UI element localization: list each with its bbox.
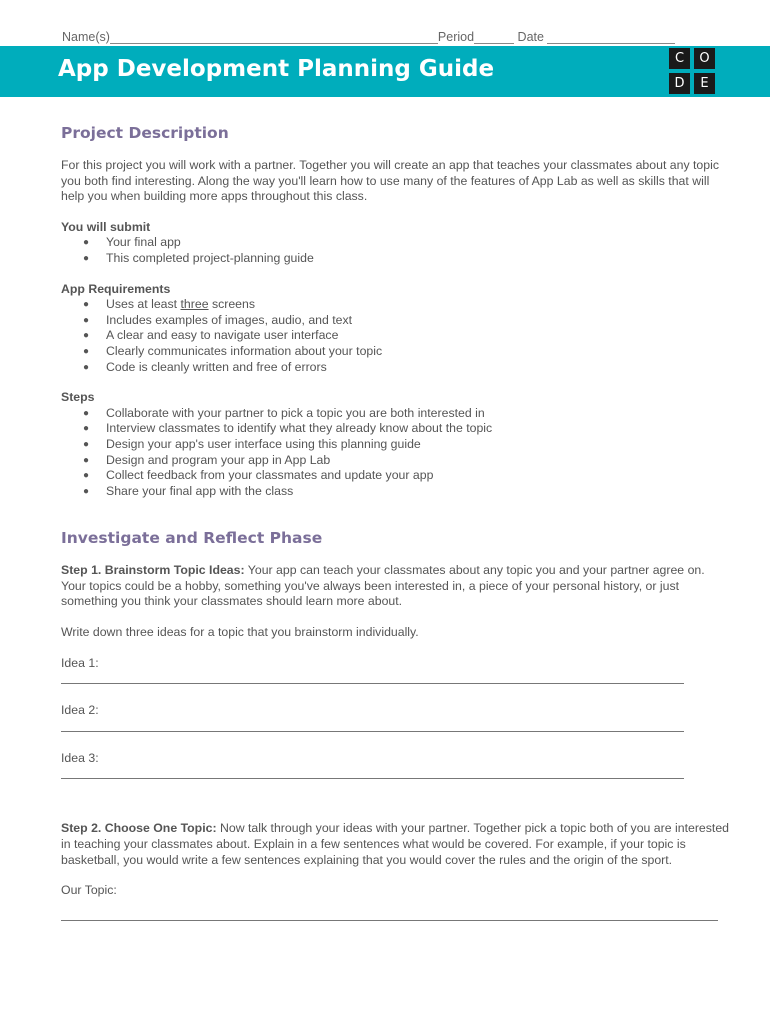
step1-label: Step 1. Brainstorm Topic Ideas: bbox=[61, 563, 245, 578]
step2-paragraph bbox=[61, 821, 731, 868]
list-item: ● Collaborate with your partner to pick a topic you are both interested in bbox=[61, 406, 731, 422]
logo-letter: E bbox=[694, 73, 715, 94]
logo-letter: C bbox=[669, 48, 690, 69]
document-body bbox=[61, 122, 731, 921]
list-item: ● Includes examples of images, audio, and text bbox=[61, 313, 731, 329]
step1-paragraph bbox=[61, 563, 731, 610]
submit-heading: You will submit bbox=[61, 219, 151, 234]
list-item: ● Share your final app with the class bbox=[61, 484, 731, 500]
steps-list bbox=[61, 406, 731, 500]
code-logo bbox=[669, 48, 717, 96]
logo-letter: O bbox=[694, 48, 715, 69]
logo-letter: D bbox=[669, 73, 690, 94]
idea-3-answer-line[interactable] bbox=[61, 770, 684, 779]
req-suffix: screens bbox=[208, 297, 256, 312]
names-label: Name(s) bbox=[62, 30, 110, 44]
title-banner bbox=[0, 46, 770, 97]
idea-label: Idea 3: bbox=[61, 750, 99, 765]
req-prefix: Uses at least bbox=[106, 297, 181, 312]
idea-2-answer-line[interactable] bbox=[61, 723, 684, 732]
req-underlined: three bbox=[180, 297, 209, 312]
project-intro: For this project you will work with a partner. Together you will create an app that teaches your classmates about any topic you both find interesting. Along the way you'll learn how to use many of the features of App Lab as well as skills that will help you when building more apps throughout this class. bbox=[61, 158, 719, 204]
step2-label: Step 2. Choose One Topic: bbox=[61, 821, 217, 836]
list-item: ● Your final app bbox=[61, 235, 731, 251]
names-blank[interactable] bbox=[110, 31, 438, 44]
list-item: ● Clearly communicates information about your topic bbox=[61, 344, 731, 360]
requirements-heading: App Requirements bbox=[61, 281, 171, 296]
ideas-prompt: Write down three ideas for a topic that you brainstorm individually. bbox=[61, 625, 419, 640]
steps-heading: Steps bbox=[61, 390, 95, 405]
topic-answer-line[interactable] bbox=[61, 912, 718, 921]
idea-1-answer-line[interactable] bbox=[61, 675, 684, 684]
requirements-list bbox=[61, 297, 731, 375]
submit-list bbox=[61, 235, 731, 266]
student-info-line bbox=[62, 30, 692, 46]
date-blank[interactable] bbox=[547, 31, 675, 44]
project-description-heading: Project Description bbox=[61, 124, 229, 142]
topic-label: Our Topic: bbox=[61, 883, 117, 898]
list-item: ● A clear and easy to navigate user interface bbox=[61, 328, 731, 344]
list-item: ● Code is cleanly written and free of errors bbox=[61, 360, 731, 376]
step2-text: Now talk through your ideas with your partner. Together pick a topic both of you are interested in teaching your classmates about. Explain in a few sentences what would be covered. For example, if your topic is basketball, you would write a few sentences explaining that you would cover the rules and the origin of the sport. bbox=[61, 821, 729, 867]
period-label: Period bbox=[437, 30, 475, 44]
list-item: ● Collect feedback from your classmates and update your app bbox=[61, 468, 731, 484]
idea-label: Idea 2: bbox=[61, 703, 99, 718]
list-item bbox=[61, 297, 731, 313]
list-item: ● Interview classmates to identify what they already know about the topic bbox=[61, 421, 731, 437]
page-title: App Development Planning Guide bbox=[58, 56, 495, 82]
list-item: ● Design and program your app in App Lab bbox=[61, 453, 731, 469]
idea-label: Idea 1: bbox=[61, 655, 99, 670]
list-item: ● Design your app's user interface using this planning guide bbox=[61, 437, 731, 453]
list-item: ● This completed project-planning guide bbox=[61, 251, 731, 267]
period-blank[interactable] bbox=[474, 31, 514, 44]
date-label: Date bbox=[517, 30, 544, 44]
step1-text: Your app can teach your classmates about any topic you and your partner agree on. Your topics could be a hobby, something you've always been interested in, a piece of your personal history, or just something you think your classmates should learn more about. bbox=[61, 563, 705, 609]
investigate-heading: Investigate and Reflect Phase bbox=[61, 529, 323, 548]
